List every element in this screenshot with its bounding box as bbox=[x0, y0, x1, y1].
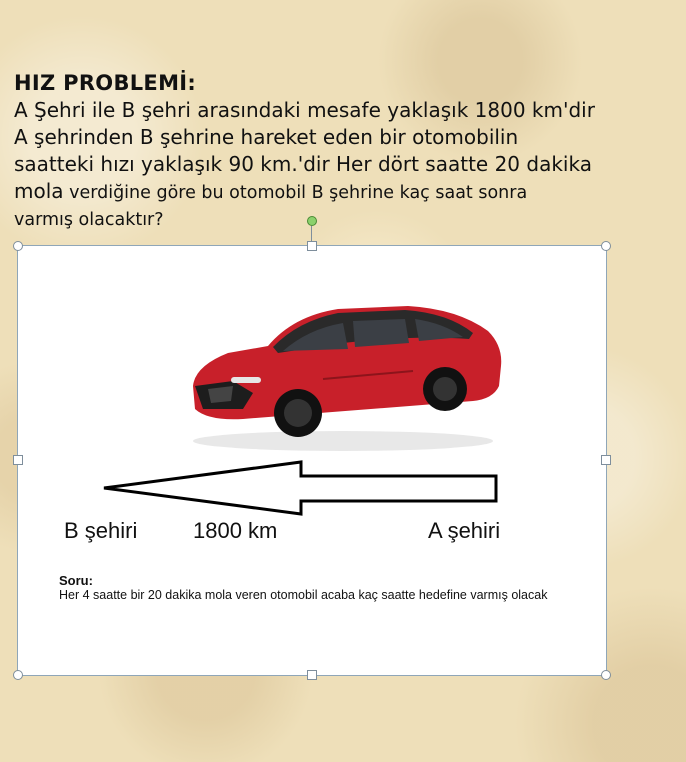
rotate-handle[interactable] bbox=[307, 216, 317, 226]
embedded-picture[interactable] bbox=[17, 245, 607, 676]
question-heading: Soru: bbox=[59, 573, 93, 588]
resize-handle-top[interactable] bbox=[307, 241, 317, 251]
city-a-label: A şehiri bbox=[428, 518, 501, 543]
distance-label: 1800 km bbox=[193, 518, 278, 543]
problem-line-4-start: mola bbox=[14, 179, 64, 203]
problem-line-2: A şehrinden B şehrine hareket eden bir otomobilin bbox=[14, 125, 519, 149]
problem-line-4-rest: verdiğine göre bu otomobil B şehrine kaç saat sonra bbox=[63, 183, 528, 203]
problem-line-4 bbox=[14, 178, 674, 207]
resize-handle-top-right[interactable] bbox=[601, 241, 611, 251]
city-b-label: B şehiri bbox=[64, 518, 138, 543]
resize-handle-left[interactable] bbox=[13, 455, 23, 465]
resize-handle-bottom-right[interactable] bbox=[601, 670, 611, 680]
resize-handle-bottom[interactable] bbox=[307, 670, 317, 680]
resize-handle-right[interactable] bbox=[601, 455, 611, 465]
problem-line-5: varmış olacaktır? bbox=[14, 210, 164, 230]
red-car-image bbox=[173, 291, 503, 461]
resize-handle-top-left[interactable] bbox=[13, 241, 23, 251]
problem-line-3: saatteki hızı yaklaşık 90 km.'dir Her dört saatte 20 dakika bbox=[14, 152, 592, 176]
problem-title: HIZ PROBLEMİ: bbox=[14, 71, 197, 95]
resize-handle-bottom-left[interactable] bbox=[13, 670, 23, 680]
question-text: Her 4 saatte bir 20 dakika mola veren otomobil acaba kaç saatte hedefine varmış olacak bbox=[59, 588, 548, 602]
left-arrow-icon bbox=[96, 458, 516, 518]
problem-text bbox=[14, 70, 674, 234]
problem-line-1: A Şehri ile B şehri arasındaki mesafe yaklaşık 1800 km'dir bbox=[14, 98, 595, 122]
question-box bbox=[59, 573, 599, 603]
